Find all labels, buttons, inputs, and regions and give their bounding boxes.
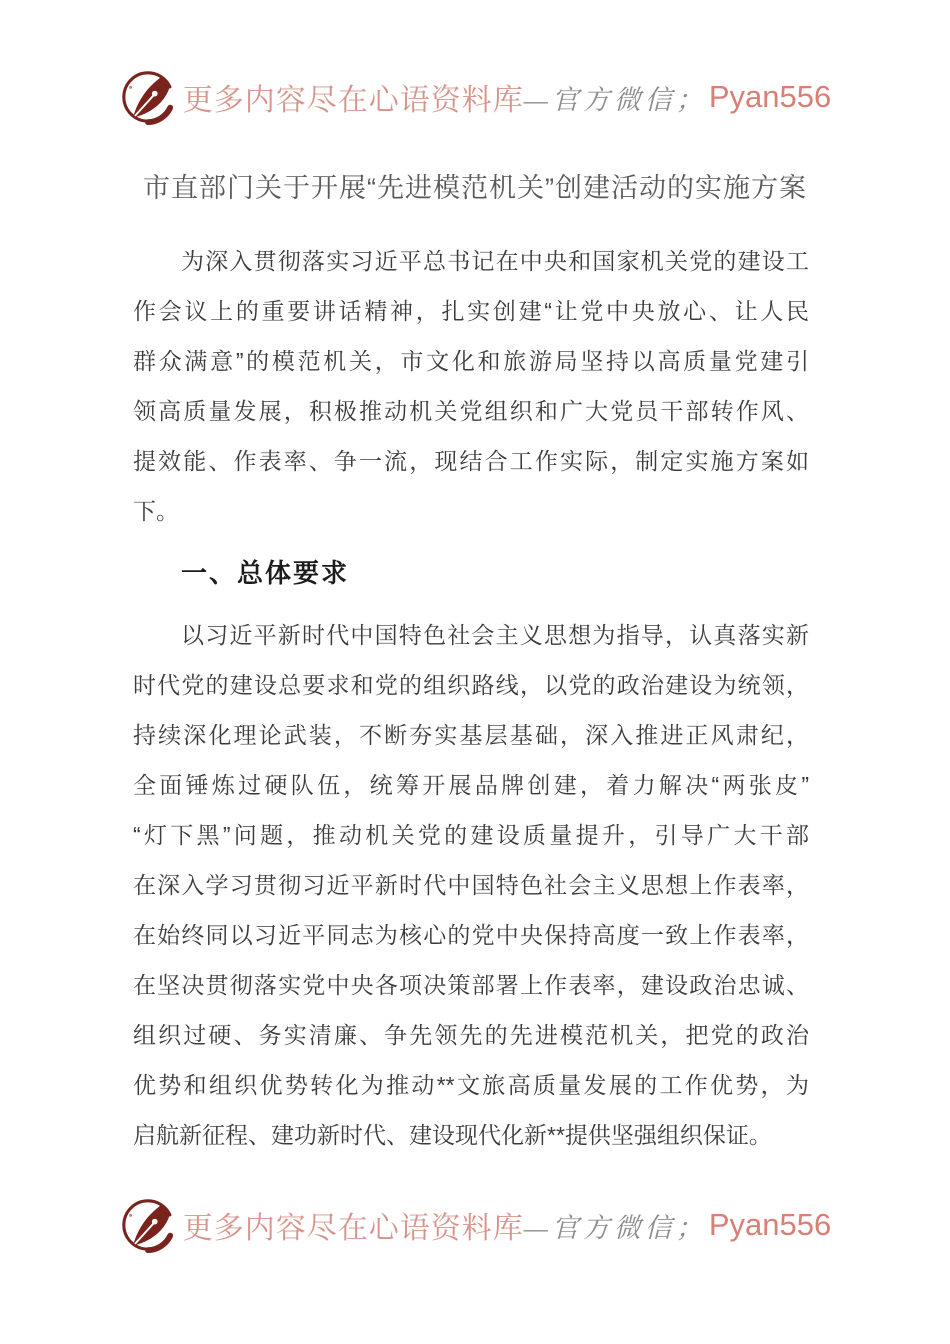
- section-heading-1: 一、总体要求: [181, 558, 350, 588]
- text-line: 优势和组织优势转化为推动**文旅高质量发展的工作优势，为: [133, 1072, 809, 1098]
- watermark-channel-label: —官方微信；: [523, 1212, 707, 1243]
- text-line: 群众满意”的模范机关，市文化和旅游局坚持以高质量党建引: [133, 348, 809, 374]
- footer-watermark: [0, 1196, 950, 1254]
- header-watermark: [0, 68, 950, 126]
- text-line: 提效能、作表率、争一流，现结合工作实际，制定实施方案如: [133, 448, 809, 474]
- watermark-channel-label: —官方微信；: [523, 84, 707, 115]
- text-line: 在深入学习贯彻习近平新时代中国特色社会主义思想上作表率，: [133, 872, 809, 898]
- text-line: 下。: [133, 498, 179, 524]
- text-line: 时代党的建设总要求和党的组织路线，以党的政治建设为统领，: [133, 672, 809, 698]
- text-line: 在坚决贯彻落实党中央各项决策部署上作表率，建设政治忠诚、: [133, 972, 809, 998]
- text-line: 在始终同以习近平同志为核心的党中央保持高度一致上作表率，: [133, 922, 809, 948]
- brand-logo-icon: [119, 1196, 177, 1254]
- text-line: 作会议上的重要讲话精神，扎实创建“让党中央放心、让人民: [133, 298, 809, 324]
- text-line: 以习近平新时代中国特色社会主义思想为指导，认真落实新: [181, 622, 809, 648]
- watermark-brand-text: 更多内容尽在心语资料库: [182, 84, 524, 117]
- text-line: 为深入贯彻落实习近平总书记在中央和国家机关党的建设工: [181, 248, 809, 274]
- document-title: 市直部门关于开展“先进模范机关”创建活动的实施方案: [143, 173, 807, 203]
- text-line: 持续深化理论武装，不断夯实基层基础，深入推进正风肃纪，: [133, 722, 809, 748]
- brand-logo-icon: [119, 68, 177, 126]
- text-line: 启航新征程、建功新时代、建设现代化新**提供坚强组织保证。: [133, 1122, 772, 1148]
- body-paragraph-1: [133, 236, 809, 536]
- text-line: 组织过硬、务实清廉、争先领先的先进模范机关，把党的政治: [133, 1022, 809, 1048]
- watermark-brand-text: 更多内容尽在心语资料库: [182, 1212, 524, 1245]
- text-line: 全面锤炼过硬队伍，统筹开展品牌创建，着力解决“两张皮”: [133, 772, 809, 798]
- watermark-wechat-id: Pyan556: [708, 1207, 832, 1242]
- text-line: 领高质量发展，积极推动机关党组织和广大党员干部转作风、: [133, 398, 809, 424]
- body-paragraph-2: [133, 610, 809, 1160]
- text-line: “灯下黑”问题，推动机关党的建设质量提升，引导广大干部: [133, 822, 809, 848]
- watermark-wechat-id: Pyan556: [708, 79, 832, 114]
